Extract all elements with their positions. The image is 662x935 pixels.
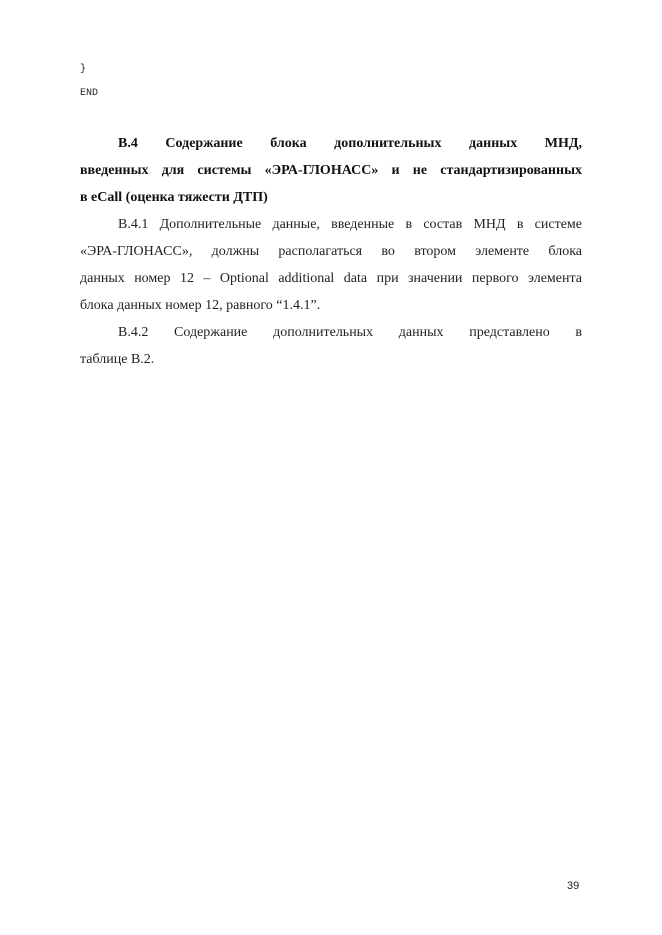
paragraph-line: «ЭРА-ГЛОНАСС», должны располагаться во втором элементе блока	[80, 244, 582, 259]
paragraph-line: В.4.1 Дополнительные данные, введенные в состав МНД в системе	[118, 217, 582, 232]
paragraph-line: таблице В.2.	[80, 352, 155, 367]
page-number: 39	[567, 880, 580, 892]
heading-line-3: в eCall (оценка тяжести ДТП)	[80, 190, 268, 205]
heading-line-1: В.4 Содержание блока дополнительных данных МНД,	[118, 136, 582, 151]
section-heading	[80, 130, 582, 211]
paragraph-b-4-2	[80, 319, 582, 373]
paragraph-line: В.4.2 Содержание дополнительных данных представлено в	[118, 325, 582, 340]
paragraph-line: данных номер 12 – Optional additional data при значении первого элемента	[80, 271, 582, 286]
paragraph-b-4-1	[80, 211, 582, 319]
heading-line-2: введенных для системы «ЭРА-ГЛОНАСС» и не стандартизированных	[80, 163, 582, 178]
code-closing-brace: }	[80, 64, 87, 75]
code-end-keyword: END	[80, 88, 99, 99]
paragraph-line: блока данных номер 12, равного “1.4.1”.	[80, 298, 321, 313]
